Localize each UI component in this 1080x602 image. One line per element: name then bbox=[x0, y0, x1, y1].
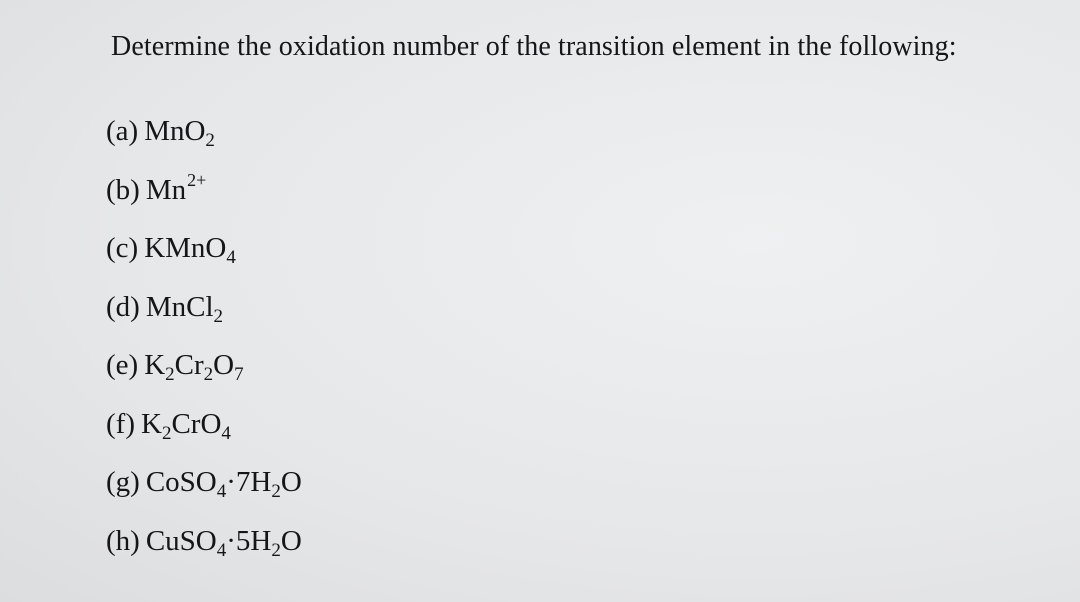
formula-text: Cr bbox=[174, 349, 204, 381]
subscript: 7 bbox=[234, 364, 244, 385]
formula-text: CrO bbox=[171, 407, 222, 440]
subscript: 4 bbox=[216, 539, 227, 561]
formula-text: K bbox=[144, 349, 166, 381]
item-label: (g) bbox=[106, 466, 140, 498]
subscript: 2 bbox=[203, 364, 214, 385]
list-item bbox=[106, 284, 302, 343]
list-item bbox=[106, 401, 302, 460]
formula-text: ·7H bbox=[226, 466, 272, 498]
question-text: Determine the oxidation number of the transition element in the following: bbox=[111, 31, 957, 62]
chemical-formula bbox=[144, 349, 244, 385]
superscript: 2+ bbox=[187, 169, 207, 190]
subscript: 2 bbox=[165, 364, 175, 385]
chemical-formula bbox=[144, 115, 215, 151]
item-label: (b) bbox=[106, 173, 140, 206]
list-item bbox=[106, 518, 302, 577]
formula-text: K bbox=[140, 407, 162, 440]
formula-text: MnCl bbox=[145, 290, 214, 323]
formula-text: CuSO bbox=[145, 524, 217, 557]
formula-text: O bbox=[280, 524, 302, 557]
list-item bbox=[106, 108, 302, 167]
item-label: (d) bbox=[106, 290, 140, 323]
formula-text: ·5H bbox=[226, 524, 272, 557]
subscript: 2 bbox=[161, 422, 172, 444]
subscript: 4 bbox=[221, 422, 231, 444]
formula-text: Mn bbox=[145, 173, 187, 206]
subscript: 2 bbox=[271, 539, 281, 561]
formula-text: KMnO bbox=[144, 232, 227, 264]
chemical-formula bbox=[145, 466, 302, 502]
formula-list bbox=[106, 108, 302, 576]
chemical-formula bbox=[140, 407, 231, 444]
chemical-formula bbox=[145, 169, 207, 206]
subscript: 2 bbox=[271, 481, 281, 502]
item-label: (h) bbox=[106, 524, 140, 557]
list-item bbox=[106, 167, 302, 226]
list-item bbox=[106, 225, 302, 284]
item-label: (e) bbox=[106, 349, 139, 381]
formula-text: CoSO bbox=[145, 466, 217, 498]
item-label: (c) bbox=[106, 232, 139, 264]
item-label: (a) bbox=[106, 115, 139, 147]
subscript: 2 bbox=[213, 305, 224, 327]
formula-text: MnO bbox=[144, 115, 206, 147]
subscript: 4 bbox=[226, 247, 236, 268]
chemical-formula bbox=[145, 524, 302, 561]
chemical-formula bbox=[144, 232, 236, 268]
list-item bbox=[106, 459, 302, 518]
subscript: 4 bbox=[216, 481, 227, 502]
list-item bbox=[106, 342, 302, 401]
formula-text: O bbox=[280, 466, 302, 498]
formula-text: O bbox=[213, 349, 235, 381]
item-label: (f) bbox=[106, 407, 135, 440]
chemical-formula bbox=[145, 290, 224, 327]
subscript: 2 bbox=[205, 130, 215, 151]
